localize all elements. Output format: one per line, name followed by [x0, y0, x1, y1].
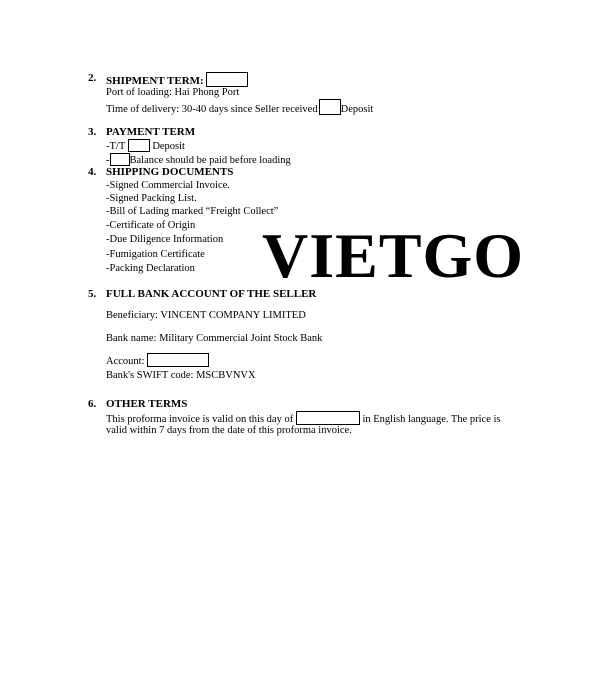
time-of-delivery: [106, 99, 373, 116]
payment-balance-text: Balance should be paid before loading: [129, 155, 291, 166]
document-item: -Due Diligence Information: [106, 234, 224, 245]
payment-term-heading: PAYMENT TERM: [106, 126, 196, 138]
time-of-delivery-text: Time of delivery: 30-40 days since Seller received: [106, 104, 318, 115]
beneficiary: Beneficiary: VINCENT COMPANY LIMITED: [106, 310, 306, 321]
validity-language-text: in English language. The price is: [362, 414, 501, 425]
time-of-delivery-deposit: Deposit: [340, 104, 374, 115]
validity-duration: valid within 7 days from the date of this proforma invoice.: [106, 425, 352, 436]
deposit-percent-blank-box: [319, 99, 341, 115]
account-label: Account:: [106, 356, 145, 367]
account-number-blank-box: [147, 353, 209, 367]
document-item: -Bill of Lading marked “Freight Collect”: [106, 206, 279, 217]
document-item: -Signed Commercial Invoice.: [106, 180, 230, 191]
section-number-other: 6.: [88, 398, 97, 410]
section-number-shipment: 2.: [88, 72, 97, 84]
section-number-documents: 4.: [88, 166, 97, 178]
document-item: -Certificate of Origin: [106, 220, 196, 231]
port-of-loading: Port of loading: Hai Phong Port: [106, 87, 240, 98]
vietgo-watermark: VIETGO: [262, 220, 525, 291]
swift-code: Bank's SWIFT code: MSCBVNVX: [106, 370, 256, 381]
bank-account-heading: FULL BANK ACCOUNT OF THE SELLER: [106, 288, 317, 300]
account-line: [106, 353, 209, 368]
other-terms-heading: OTHER TERMS: [106, 398, 188, 410]
date-blank-box: [296, 411, 360, 425]
validity-text: This proforma invoice is valid on this day of: [106, 414, 294, 425]
tt-percent-blank-box: [128, 139, 150, 152]
balance-percent-blank-box: [110, 153, 130, 166]
payment-tt-line: [106, 139, 185, 153]
payment-balance-line: [106, 153, 291, 167]
payment-tt-deposit: Deposit: [152, 141, 185, 152]
shipping-documents-heading: SHIPPING DOCUMENTS: [106, 166, 234, 178]
section-number-payment: 3.: [88, 126, 97, 138]
shipment-term-title: SHIPMENT TERM:: [106, 75, 204, 87]
payment-tt-label: -T/T: [106, 141, 126, 152]
shipment-term-blank-box: [206, 72, 248, 87]
document-item: -Signed Packing List.: [106, 193, 197, 204]
section-number-bank: 5.: [88, 288, 97, 300]
payment-balance-dash: -: [106, 155, 110, 166]
document-item: -Packing Declaration: [106, 263, 195, 274]
document-item: -Fumigation Certificate: [106, 249, 205, 260]
bank-name: Bank name: Military Commercial Joint Stock Bank: [106, 333, 323, 344]
